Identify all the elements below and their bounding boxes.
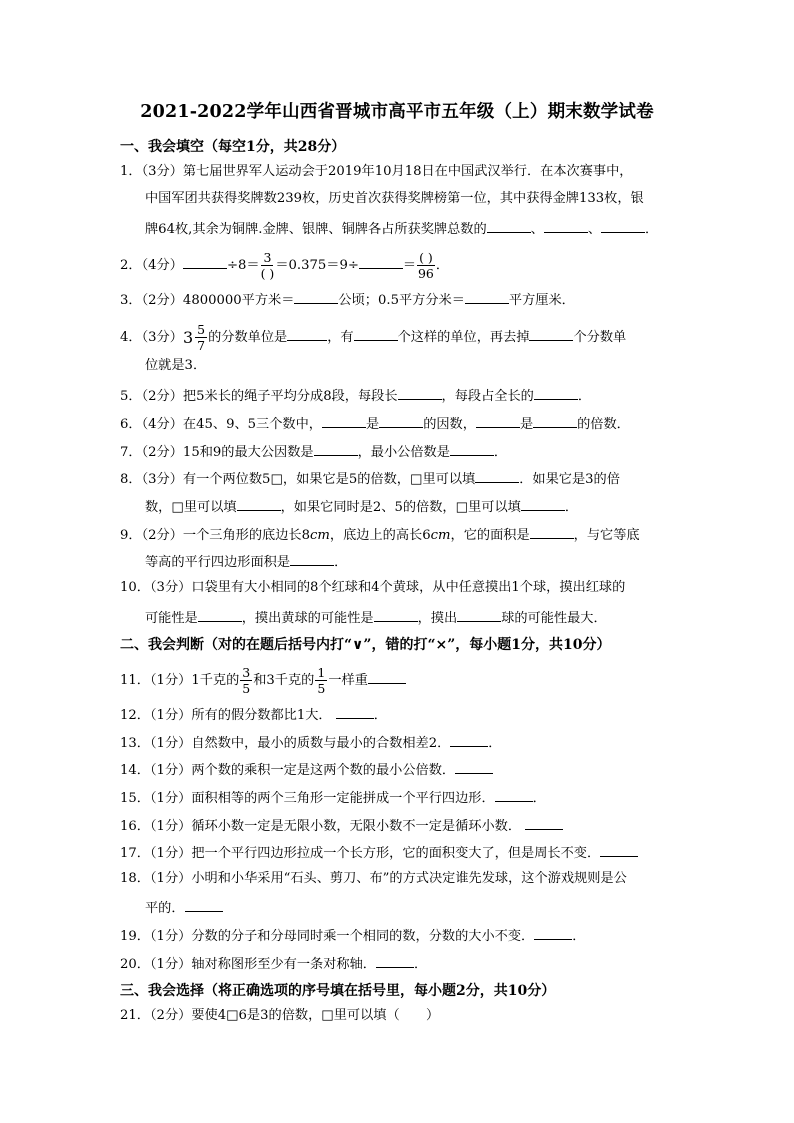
page-title: 2021-2022学年山西省晋城市高平市五年级（上）期末数学试卷 xyxy=(140,102,654,122)
fraction xyxy=(417,250,435,281)
question-9-text: ，它的面积是 xyxy=(450,528,530,543)
question-13-text: 13．（1分）自然数中，最小的质数与最小的合数相差2． xyxy=(120,736,451,751)
question-4-line-2: 位就是3． xyxy=(145,358,207,373)
question-7 xyxy=(120,441,507,462)
fraction xyxy=(195,322,207,353)
question-16-text: 16．（1分）循环小数一定是无限小数，无限小数不一定是循环小数． xyxy=(120,819,522,834)
fraction-denominator: 5 xyxy=(317,681,326,696)
question-14-text: 14．（1分）两个数的乘积一定是这两个数的最小公倍数． xyxy=(120,763,456,778)
question-10-line-1: 10．（3分）口袋里有大小相同的8个红球和4个黄球，从中任意摸出1个球，摸出红球的 xyxy=(120,580,626,595)
answer-blank xyxy=(534,385,578,400)
period: ． xyxy=(645,222,659,237)
period: ． xyxy=(413,957,428,972)
question-6-text: 6．（4分）在45、9、5三个数中， xyxy=(120,417,322,432)
question-17-text: 17．（1分）把一个平行四边形拉成一个长方形，它的面积变大了，但是周长不变． xyxy=(120,846,601,861)
question-9-text: 等高的平行四边形面积是 xyxy=(145,555,291,570)
question-12 xyxy=(120,704,387,725)
question-2 xyxy=(120,250,449,281)
question-6-text: 是 xyxy=(519,417,534,432)
answer-blank xyxy=(529,326,573,341)
question-8-text: ，如果它同时是2、5的倍数，□里可以填 xyxy=(280,500,521,515)
question-4-text: ，有 xyxy=(327,330,354,345)
question-6-text: 是 xyxy=(366,417,380,432)
fraction-denominator: 5 xyxy=(242,681,251,696)
section-heading-fill-in: 一、我会填空（每空1分，共28分） xyxy=(120,139,346,155)
fraction-numerator: 5 xyxy=(197,322,206,337)
question-4-line-1 xyxy=(120,322,626,353)
answer-blank xyxy=(237,496,281,511)
period: ． xyxy=(334,555,348,570)
question-18-line-2 xyxy=(145,897,223,918)
period: ． xyxy=(488,736,502,751)
question-2-text: ÷8＝ xyxy=(226,258,260,273)
answer-blank xyxy=(476,413,520,428)
answer-blank xyxy=(457,607,501,622)
question-11-text: 一样重 xyxy=(328,673,368,688)
answer-blank xyxy=(198,607,242,622)
answer-blank xyxy=(376,953,414,968)
answer-blank xyxy=(534,925,572,940)
unit-cm: cm xyxy=(310,528,330,543)
fraction xyxy=(261,250,275,281)
question-10-line-2 xyxy=(145,607,607,628)
fraction-denominator: ( ) xyxy=(260,266,275,281)
answer-blank xyxy=(368,669,406,684)
question-15-text: 15．（1分）面积相等的两个三角形一定能拼成一个平行四边形． xyxy=(120,791,495,806)
question-14 xyxy=(120,759,493,780)
fraction-numerator: 1 xyxy=(317,665,326,680)
answer-blank xyxy=(465,289,509,304)
question-11 xyxy=(120,665,406,696)
answer-blank xyxy=(455,759,493,774)
question-1-line-3 xyxy=(145,218,658,239)
period: ． xyxy=(577,389,592,404)
answer-blank xyxy=(475,468,519,483)
period: ． xyxy=(373,708,387,723)
question-11-text: 和3千克的 xyxy=(253,673,315,688)
question-9-text: ，底边上的高长6 xyxy=(329,528,431,543)
question-11-text: 11．（1分）1千克的 xyxy=(120,673,240,688)
period: ． xyxy=(572,929,586,944)
question-5-text: ，每段占全长的 xyxy=(441,389,534,404)
question-9-line-2 xyxy=(145,551,347,572)
answer-blank xyxy=(495,787,533,802)
question-20 xyxy=(120,953,427,974)
answer-blank xyxy=(354,326,398,341)
question-4-text: 个这样的单位，再去掉 xyxy=(397,330,530,345)
period: ． xyxy=(564,500,579,515)
unit-cm: cm xyxy=(430,528,451,543)
fraction-numerator: ( ) xyxy=(419,250,433,265)
question-3-text: 平方厘米． xyxy=(508,293,575,308)
answer-blank xyxy=(185,897,223,912)
question-13 xyxy=(120,732,501,753)
question-20-text: 20．（1分）轴对称图形至少有一条对称轴． xyxy=(120,957,376,972)
question-9-line-1 xyxy=(120,524,640,545)
answer-blank xyxy=(601,218,645,233)
question-1-line-2: 中国军团共获得奖牌数239枚，历史首次获得奖牌榜第一位，其中获得金牌133枚，银 xyxy=(145,191,644,206)
answer-blank xyxy=(314,441,358,456)
question-7-text: 7．（2分）15和9的最大公因数是 xyxy=(120,445,314,460)
answer-blank xyxy=(521,496,565,511)
question-10-text: 可能性是 xyxy=(145,611,198,626)
question-15 xyxy=(120,787,546,808)
question-9-text: 9．（2分）一个三角形的底边长8 xyxy=(120,528,311,543)
question-8-text: 数，□里可以填 xyxy=(145,500,237,515)
question-2-text: ＝0.375＝9÷ xyxy=(275,258,359,273)
answer-blank xyxy=(290,551,334,566)
fraction xyxy=(240,665,252,696)
question-1-text: 牌64枚,其余为铜牌.金牌、银牌、铜牌各占所获奖牌总数的 xyxy=(145,222,487,237)
period: ． xyxy=(435,258,449,273)
question-2-text: ＝ xyxy=(402,258,417,273)
fraction xyxy=(315,665,327,696)
question-10-text: ，摸出 xyxy=(417,611,458,626)
question-17 xyxy=(120,842,638,863)
section-heading-multiple-choice: 三、我会选择（将正确选项的序号填在括号里，每小题2分，共10分） xyxy=(120,983,556,999)
answer-blank xyxy=(294,289,338,304)
question-5-text: 5．（2分）把5米长的绳子平均分成8段，每段长 xyxy=(120,389,398,404)
period: ． xyxy=(493,445,508,460)
question-3 xyxy=(120,289,575,310)
answer-blank xyxy=(379,413,423,428)
question-6 xyxy=(120,413,630,434)
question-8-line-2 xyxy=(145,496,578,517)
question-3-text: 公顷；0.5平方分米＝ xyxy=(338,293,465,308)
fraction-denominator: 96 xyxy=(417,266,434,281)
answer-blank xyxy=(487,218,531,233)
answer-blank xyxy=(374,607,418,622)
question-10-text: ，摸出黄球的可能性是 xyxy=(241,611,374,626)
fraction-numerator: 3 xyxy=(242,665,251,680)
section-heading-true-false: 二、我会判断（对的在题后括号内打“∨”，错的打“×”，每小题1分，共10分） xyxy=(120,637,611,653)
answer-blank xyxy=(450,732,488,747)
question-6-text: 的因数， xyxy=(423,417,476,432)
answer-blank xyxy=(398,385,442,400)
question-10-text: 球的可能性最大． xyxy=(501,611,607,626)
answer-blank xyxy=(525,815,563,830)
question-9-text: ，与它等底 xyxy=(573,528,640,543)
question-12-text: 12．（1分）所有的假分数都比1大． xyxy=(120,708,332,723)
question-19-text: 19．（1分）分数的分子和分母同时乘一个相同的数，分数的大小不变． xyxy=(120,929,535,944)
question-1-line-1: 1．（3分）第七届世界军人运动会于2019年10月18日在中国武汉举行．在本次赛事中， xyxy=(120,164,633,179)
answer-blank xyxy=(287,326,327,341)
mixed-number-whole: 3 xyxy=(182,327,194,347)
question-4-text: 个分数单 xyxy=(573,330,627,345)
answer-blank xyxy=(600,842,638,857)
question-8-line-1 xyxy=(120,468,620,489)
question-21: 21．（2分）要使4□6是3的倍数，□里可以填（ ） xyxy=(120,1008,440,1023)
fraction-numerator: 3 xyxy=(263,250,272,265)
question-8-text: ．如果它是3的倍 xyxy=(519,472,620,487)
separator: 、 xyxy=(587,222,602,237)
mixed-number xyxy=(183,322,208,353)
answer-blank xyxy=(183,254,227,269)
answer-blank xyxy=(530,524,574,539)
separator: 、 xyxy=(530,222,544,237)
period: ． xyxy=(532,791,546,806)
fraction-denominator: 7 xyxy=(197,338,206,353)
question-3-text: 3．（2分）4800000平方米＝ xyxy=(120,293,295,308)
question-4-text: 的分数单位是 xyxy=(208,330,288,345)
question-4-label: 4．（3分） xyxy=(120,330,183,345)
question-8-text: 8．（3分）有一个两位数5□，如果它是5的倍数，□里可以填 xyxy=(120,472,476,487)
answer-blank xyxy=(359,254,403,269)
question-16 xyxy=(120,815,563,836)
answer-blank xyxy=(450,441,494,456)
question-7-text: ，最小公倍数是 xyxy=(357,445,450,460)
question-6-text: 的倍数． xyxy=(577,417,630,432)
question-2-label: 2．（4分） xyxy=(120,258,183,273)
question-18-line-1: 18．（1分）小明和小华采用“石头、剪刀、布”的方式决定谁先发球，这个游戏规则是公 xyxy=(120,871,627,886)
question-5 xyxy=(120,385,591,406)
answer-blank xyxy=(533,413,577,428)
answer-blank xyxy=(322,413,366,428)
question-19 xyxy=(120,925,585,946)
question-18-text: 平的． xyxy=(145,901,185,916)
answer-blank xyxy=(544,218,588,233)
answer-blank xyxy=(336,704,374,719)
